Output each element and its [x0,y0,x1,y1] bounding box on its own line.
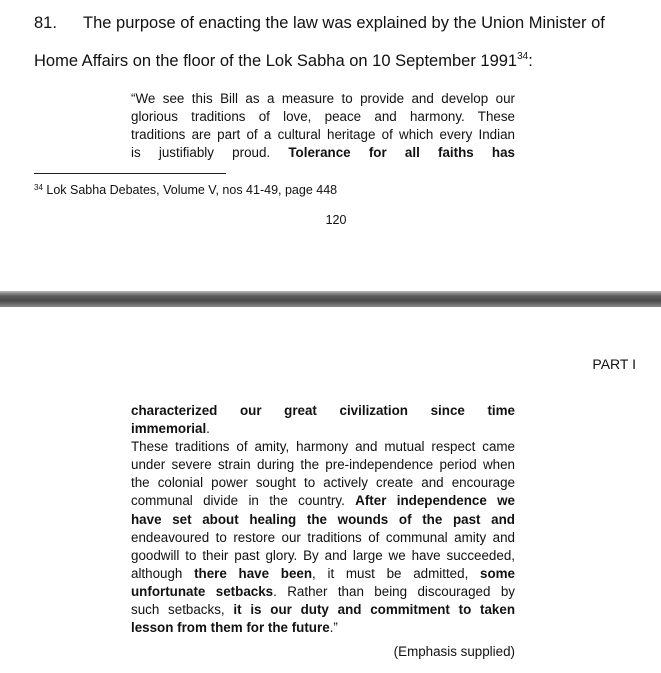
quote-line [131,619,515,637]
quote-line [131,420,515,438]
quote-line-4-bold: Tolerance for all faiths has [288,145,516,161]
quote-line: under severe strain during the pre-independence period when [131,457,515,473]
page-break-separator [0,291,661,307]
quote-bold-text: unfortunate setbacks [131,583,274,599]
quote-line [131,144,515,162]
page-bottom [0,307,661,673]
quote-block-top [131,90,515,162]
quote-line: endeavoured to restore our traditions of communal amity and [131,529,515,545]
footnote-reference: 34 [517,51,529,62]
quote-line [131,511,515,529]
quote-bold-text: there have been [194,565,313,581]
quote-bold-text: have set about healing the wounds of the past and [131,511,515,527]
paragraph-number: 81. [34,14,57,32]
quote-bold-text: characterized our great civilization since time [131,403,515,418]
quote-text: , it must be admitted, [312,565,481,581]
page-top [0,0,661,291]
quote-bold-text: After independence we [355,493,515,509]
quote-line: the colonial power sought to actively create and encourage [131,475,515,491]
quote-text: . [206,421,210,437]
quote-text: . Rather than being discouraged by [273,583,515,599]
paragraph-line-2 [34,51,634,71]
quote-line [131,601,515,619]
quote-text: .” [329,620,338,636]
quote-text: communal divide in the country. [131,493,356,509]
quote-bold-text: lesson from them for the future [131,620,330,636]
quote-text: although [131,565,195,581]
footnote-text: Lok Sabha Debates, Volume V, nos 41-49, page 448 [42,183,338,197]
quote-line: These traditions of amity, harmony and mutual respect came [131,439,515,455]
quote-line-4-plain: is justifiably proud. [131,145,289,161]
paragraph-line-2-end: : [528,52,533,70]
quote-bold-text: immemorial [131,421,207,437]
paragraph-line-1: The purpose of enacting the law was explained by the Union Minister of [83,14,605,32]
paragraph-line-2-text: Home Affairs on the floor of the Lok Sabha on 10 September 1991 [34,52,518,70]
quote-line: goodwill to their past glory. By and large we have succeeded, [131,547,515,563]
quote-line [131,402,515,420]
quote-line [131,565,515,583]
quote-line: traditions are part of a cultural heritage of which every Indian [131,127,515,143]
emphasis-note: (Emphasis supplied) [393,644,515,659]
quote-text: such setbacks, [131,602,234,618]
quote-line [131,492,515,510]
quote-line [131,583,515,601]
page-number: 120 [325,213,347,227]
footnote [34,182,337,198]
quote-bold-text: it is our duty and commitment to taken [233,602,515,618]
part-label: PART I [592,356,636,372]
footnote-number: 34 [34,183,43,192]
footnote-divider [34,173,226,174]
quote-block-bottom [131,402,515,637]
quote-line: “We see this Bill as a measure to provide and develop our [131,91,515,106]
quote-line: glorious traditions of love, peace and harmony. These [131,109,515,125]
quote-bold-text: some [480,565,515,581]
